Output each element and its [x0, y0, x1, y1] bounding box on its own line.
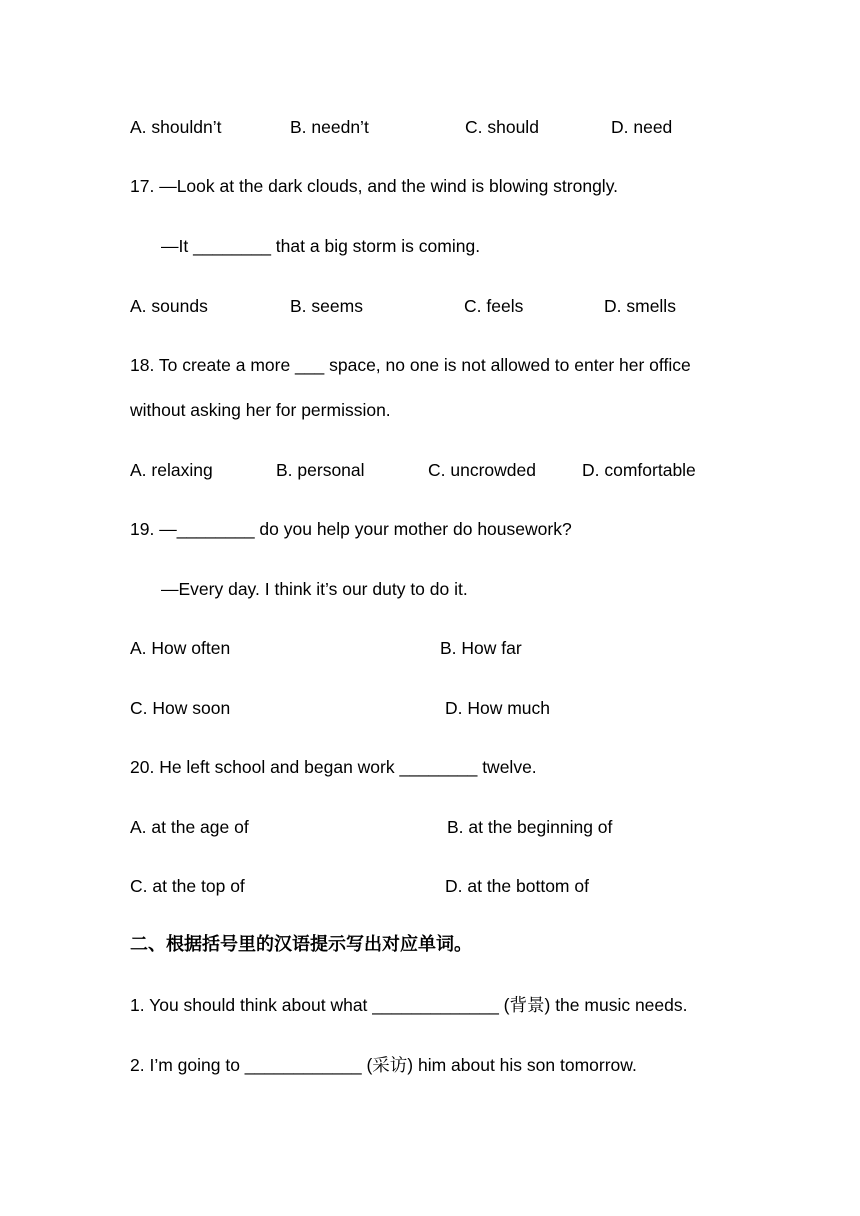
q17-option-d: D. smells [604, 296, 676, 316]
q16-option-a: A. shouldn’t [130, 117, 222, 137]
q18-option-a: A. relaxing [130, 460, 213, 480]
q19-option-a: A. How often [130, 638, 231, 658]
item1-chinese-hint: 背景 [509, 996, 545, 1016]
q16-option-d: D. need [611, 117, 673, 137]
item1-text-after: ) the music needs. [544, 995, 688, 1015]
q20-option-d: D. at the bottom of [445, 876, 589, 896]
q17-option-c: C. feels [464, 296, 524, 316]
q17-option-b: B. seems [290, 296, 363, 316]
q17-stem: 17. —Look at the dark clouds, and the wind is blowing strongly. [130, 176, 619, 196]
q19-stem: 19. —________ do you help your mother do housework? [130, 519, 572, 539]
q19-option-c: C. How soon [130, 698, 231, 718]
q18-option-c: C. uncrowded [428, 460, 536, 480]
item2-text-after: ) him about his son tomorrow. [407, 1055, 637, 1075]
q18-option-d: D. comfortable [582, 460, 696, 480]
q20-stem: 20. He left school and began work ________ twelve. [130, 757, 537, 777]
section2-item-2 [130, 1054, 760, 1077]
q19-option-b: B. How far [440, 638, 522, 658]
q16-option-b: B. needn’t [290, 117, 369, 137]
q16-option-c: C. should [465, 117, 539, 137]
item2-text-before: 2. I’m going to ____________ ( [130, 1055, 373, 1075]
q17-option-a: A. sounds [130, 296, 208, 316]
section2-item-1 [130, 994, 760, 1017]
q20-option-b: B. at the beginning of [447, 817, 613, 837]
item1-text-before: 1. You should think about what _____________ ( [130, 995, 510, 1015]
section2-heading: 二、根据括号里的汉语提示写出对应单词。 [130, 934, 472, 955]
q18-stem-line2: without asking her for permission. [130, 400, 391, 420]
q19-option-d: D. How much [445, 698, 551, 718]
q17-reply: —It ________ that a big storm is coming. [161, 236, 481, 256]
q19-reply: —Every day. I think it’s our duty to do it. [161, 579, 468, 599]
q18-option-b: B. personal [276, 460, 365, 480]
item2-chinese-hint: 采访 [372, 1056, 408, 1076]
q20-option-a: A. at the age of [130, 817, 249, 837]
q18-stem-line1: 18. To create a more ___ space, no one is not allowed to enter her office [130, 355, 691, 375]
q20-option-c: C. at the top of [130, 876, 245, 896]
